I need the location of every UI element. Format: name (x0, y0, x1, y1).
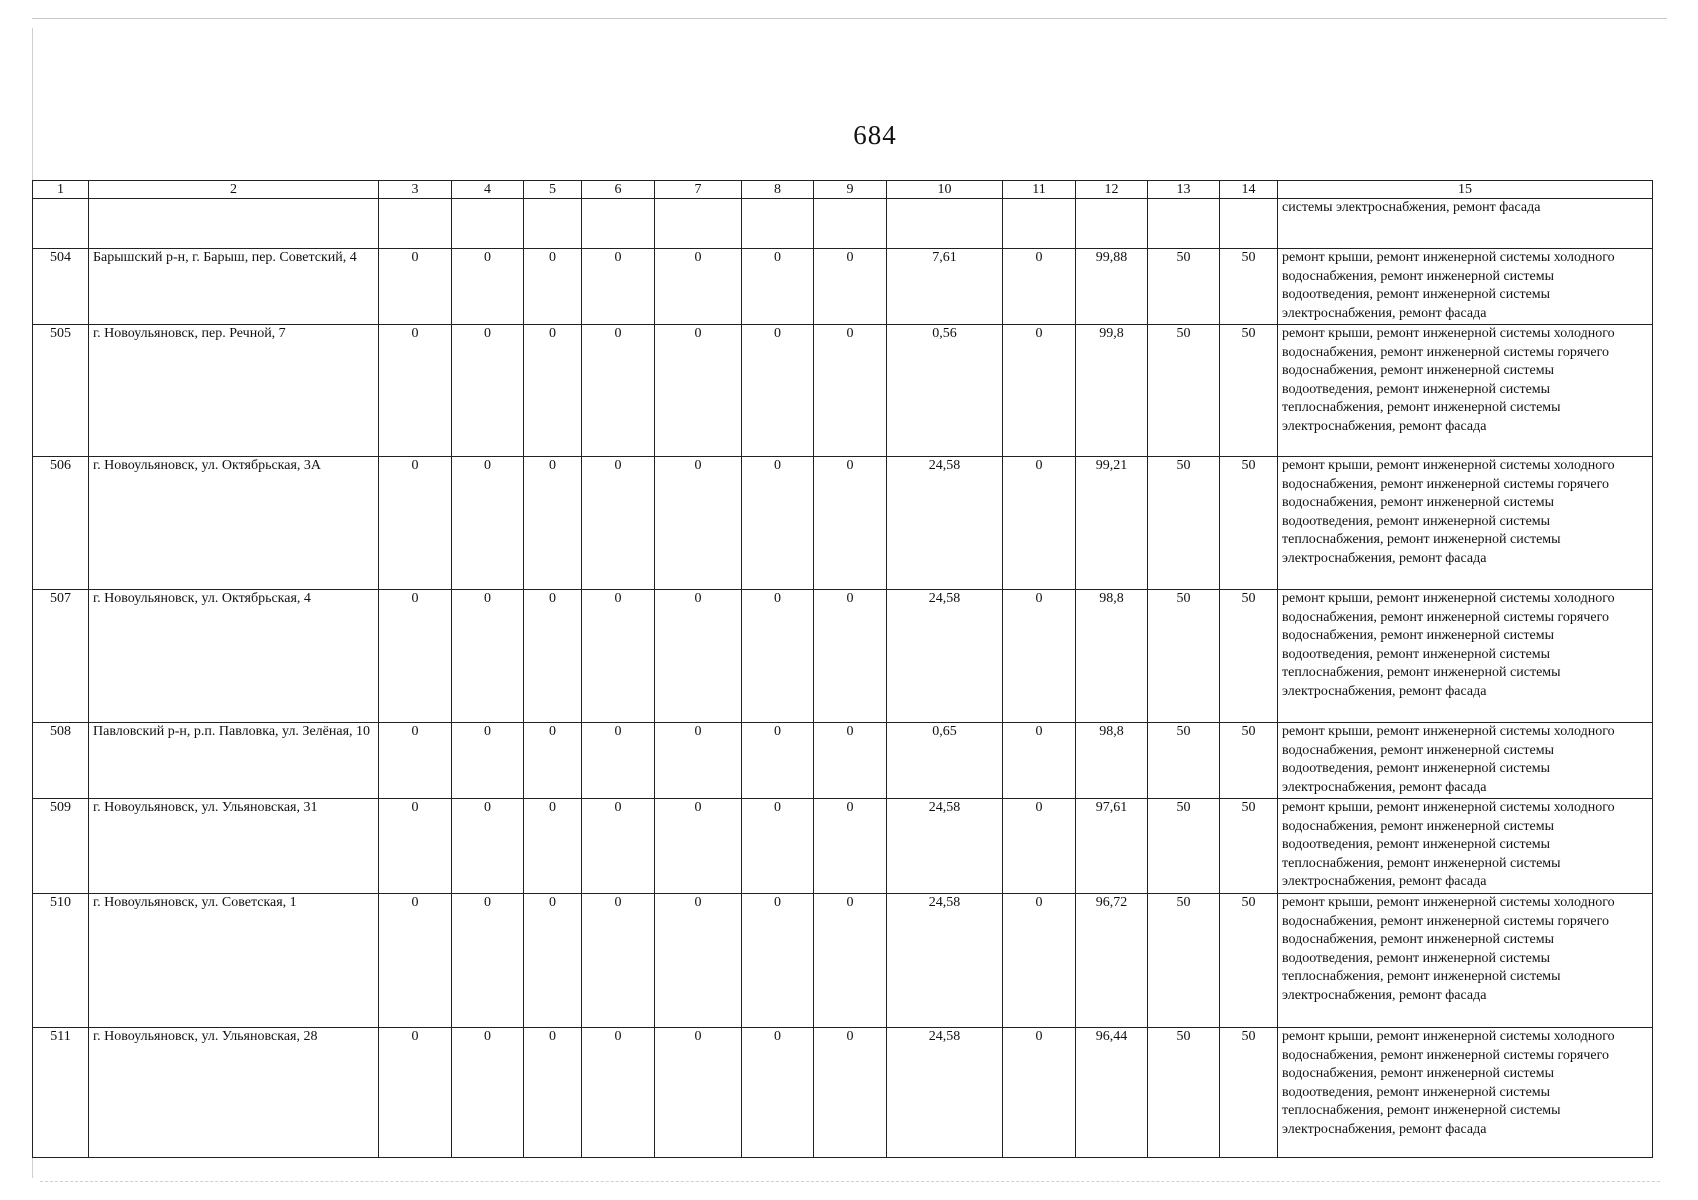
column-header: 14 (1220, 181, 1278, 199)
column-header: 1 (33, 181, 89, 199)
column-header: 10 (887, 181, 1003, 199)
table-row (33, 590, 1653, 723)
address-cell: г. Новоульяновск, ул. Ульяновская, 31 (89, 799, 379, 894)
value-cell-14: 50 (1220, 249, 1278, 325)
value-cell-10: 0,65 (887, 723, 1003, 799)
value-cell-4: 0 (452, 723, 524, 799)
column-header: 15 (1278, 181, 1653, 199)
value-cell-14: 50 (1220, 590, 1278, 723)
value-cell-14 (1220, 199, 1278, 249)
value-cell-9: 0 (814, 325, 887, 457)
value-cell-11: 0 (1003, 457, 1076, 590)
value-cell-3: 0 (379, 457, 452, 590)
value-cell-8 (742, 199, 814, 249)
value-cell-10: 24,58 (887, 590, 1003, 723)
value-cell-7: 0 (655, 590, 742, 723)
address-cell (89, 199, 379, 249)
works-cell: ремонт крыши, ремонт инженерной системы холодного водоснабжения, ремонт инженерной системы горячего водоснабжения, ремонт инженерной системы водоотведения, ремонт инженерной системы теплоснабжения, ремонт инженерной системы электроснабжения, ремонт фасада (1278, 1028, 1653, 1158)
value-cell-8: 0 (742, 799, 814, 894)
row-number: 509 (33, 799, 89, 894)
value-cell-4: 0 (452, 325, 524, 457)
value-cell-14: 50 (1220, 1028, 1278, 1158)
value-cell-13: 50 (1148, 799, 1220, 894)
scan-edge-top (32, 18, 1667, 19)
table-row (33, 325, 1653, 457)
row-number: 504 (33, 249, 89, 325)
column-header: 4 (452, 181, 524, 199)
address-cell: г. Новоульяновск, ул. Ульяновская, 28 (89, 1028, 379, 1158)
column-header: 2 (89, 181, 379, 199)
value-cell-11: 0 (1003, 1028, 1076, 1158)
column-header: 13 (1148, 181, 1220, 199)
column-header: 7 (655, 181, 742, 199)
value-cell-7 (655, 199, 742, 249)
value-cell-10: 24,58 (887, 1028, 1003, 1158)
value-cell-3: 0 (379, 799, 452, 894)
value-cell-10 (887, 199, 1003, 249)
value-cell-11: 0 (1003, 249, 1076, 325)
value-cell-12: 97,61 (1076, 799, 1148, 894)
works-cell: системы электроснабжения, ремонт фасада (1278, 199, 1653, 249)
value-cell-12: 98,8 (1076, 723, 1148, 799)
address-cell: г. Новоульяновск, ул. Октябрьская, 4 (89, 590, 379, 723)
value-cell-13: 50 (1148, 457, 1220, 590)
value-cell-13: 50 (1148, 325, 1220, 457)
column-header: 5 (524, 181, 582, 199)
value-cell-10: 24,58 (887, 457, 1003, 590)
data-table (32, 180, 1653, 1158)
value-cell-3: 0 (379, 1028, 452, 1158)
value-cell-4: 0 (452, 799, 524, 894)
value-cell-5: 0 (524, 457, 582, 590)
value-cell-8: 0 (742, 1028, 814, 1158)
value-cell-7: 0 (655, 799, 742, 894)
value-cell-13 (1148, 199, 1220, 249)
value-cell-7: 0 (655, 894, 742, 1028)
scan-edge-bottom (40, 1181, 1660, 1182)
value-cell-13: 50 (1148, 590, 1220, 723)
value-cell-12: 99,88 (1076, 249, 1148, 325)
table-row (33, 457, 1653, 590)
page-number: 684 (853, 120, 897, 150)
value-cell-8: 0 (742, 457, 814, 590)
value-cell-6: 0 (582, 249, 655, 325)
value-cell-14: 50 (1220, 325, 1278, 457)
value-cell-8: 0 (742, 723, 814, 799)
address-cell: г. Новоульяновск, ул. Октябрьская, 3А (89, 457, 379, 590)
value-cell-9: 0 (814, 723, 887, 799)
value-cell-12: 96,72 (1076, 894, 1148, 1028)
value-cell-14: 50 (1220, 457, 1278, 590)
value-cell-13: 50 (1148, 1028, 1220, 1158)
table-row (33, 249, 1653, 325)
value-cell-7: 0 (655, 723, 742, 799)
value-cell-7: 0 (655, 1028, 742, 1158)
table-row (33, 1028, 1653, 1158)
value-cell-6: 0 (582, 325, 655, 457)
value-cell-13: 50 (1148, 894, 1220, 1028)
value-cell-5: 0 (524, 249, 582, 325)
value-cell-8: 0 (742, 249, 814, 325)
row-number (33, 199, 89, 249)
row-number: 510 (33, 894, 89, 1028)
row-number: 511 (33, 1028, 89, 1158)
value-cell-3 (379, 199, 452, 249)
works-cell: ремонт крыши, ремонт инженерной системы холодного водоснабжения, ремонт инженерной системы водоотведения, ремонт инженерной системы теплоснабжения, ремонт инженерной системы электроснабжения, ремонт фасада (1278, 799, 1653, 894)
value-cell-6: 0 (582, 1028, 655, 1158)
value-cell-5: 0 (524, 1028, 582, 1158)
value-cell-13: 50 (1148, 723, 1220, 799)
value-cell-3: 0 (379, 590, 452, 723)
value-cell-9: 0 (814, 590, 887, 723)
value-cell-10: 0,56 (887, 325, 1003, 457)
value-cell-10: 24,58 (887, 894, 1003, 1028)
row-number: 506 (33, 457, 89, 590)
works-cell: ремонт крыши, ремонт инженерной системы холодного водоснабжения, ремонт инженерной системы горячего водоснабжения, ремонт инженерной системы водоотведения, ремонт инженерной системы теплоснабжения, ремонт инженерной системы электроснабжения, ремонт фасада (1278, 325, 1653, 457)
value-cell-11: 0 (1003, 799, 1076, 894)
table-row (33, 199, 1653, 249)
works-cell: ремонт крыши, ремонт инженерной системы холодного водоснабжения, ремонт инженерной системы горячего водоснабжения, ремонт инженерной системы водоотведения, ремонт инженерной системы теплоснабжения, ремонт инженерной системы электроснабжения, ремонт фасада (1278, 457, 1653, 590)
value-cell-4: 0 (452, 894, 524, 1028)
works-cell: ремонт крыши, ремонт инженерной системы холодного водоснабжения, ремонт инженерной системы горячего водоснабжения, ремонт инженерной системы водоотведения, ремонт инженерной системы теплоснабжения, ремонт инженерной системы электроснабжения, ремонт фасада (1278, 894, 1653, 1028)
value-cell-13: 50 (1148, 249, 1220, 325)
value-cell-11: 0 (1003, 723, 1076, 799)
value-cell-11: 0 (1003, 325, 1076, 457)
row-number: 505 (33, 325, 89, 457)
works-cell: ремонт крыши, ремонт инженерной системы холодного водоснабжения, ремонт инженерной системы водоотведения, ремонт инженерной системы электроснабжения, ремонт фасада (1278, 249, 1653, 325)
value-cell-14: 50 (1220, 799, 1278, 894)
value-cell-12: 99,8 (1076, 325, 1148, 457)
value-cell-12: 99,21 (1076, 457, 1148, 590)
value-cell-5: 0 (524, 723, 582, 799)
value-cell-14: 50 (1220, 894, 1278, 1028)
value-cell-6: 0 (582, 799, 655, 894)
value-cell-10: 7,61 (887, 249, 1003, 325)
value-cell-9 (814, 199, 887, 249)
value-cell-6: 0 (582, 457, 655, 590)
value-cell-3: 0 (379, 723, 452, 799)
works-cell: ремонт крыши, ремонт инженерной системы холодного водоснабжения, ремонт инженерной системы водоотведения, ремонт инженерной системы электроснабжения, ремонт фасада (1278, 723, 1653, 799)
header-row (33, 181, 1653, 199)
value-cell-8: 0 (742, 894, 814, 1028)
value-cell-8: 0 (742, 590, 814, 723)
value-cell-4: 0 (452, 1028, 524, 1158)
value-cell-12: 96,44 (1076, 1028, 1148, 1158)
table-body (33, 181, 1653, 1158)
column-header: 11 (1003, 181, 1076, 199)
value-cell-6 (582, 199, 655, 249)
value-cell-7: 0 (655, 457, 742, 590)
value-cell-11: 0 (1003, 590, 1076, 723)
value-cell-4: 0 (452, 590, 524, 723)
value-cell-11: 0 (1003, 894, 1076, 1028)
value-cell-14: 50 (1220, 723, 1278, 799)
works-cell: ремонт крыши, ремонт инженерной системы холодного водоснабжения, ремонт инженерной системы горячего водоснабжения, ремонт инженерной системы водоотведения, ремонт инженерной системы теплоснабжения, ремонт инженерной системы электроснабжения, ремонт фасада (1278, 590, 1653, 723)
value-cell-6: 0 (582, 723, 655, 799)
value-cell-11 (1003, 199, 1076, 249)
value-cell-5: 0 (524, 590, 582, 723)
address-cell: г. Новоульяновск, ул. Советская, 1 (89, 894, 379, 1028)
column-header: 6 (582, 181, 655, 199)
value-cell-3: 0 (379, 249, 452, 325)
value-cell-4 (452, 199, 524, 249)
value-cell-5: 0 (524, 325, 582, 457)
value-cell-3: 0 (379, 894, 452, 1028)
table-row (33, 894, 1653, 1028)
value-cell-7: 0 (655, 325, 742, 457)
value-cell-3: 0 (379, 325, 452, 457)
value-cell-9: 0 (814, 249, 887, 325)
value-cell-5 (524, 199, 582, 249)
value-cell-9: 0 (814, 894, 887, 1028)
value-cell-12 (1076, 199, 1148, 249)
column-header: 9 (814, 181, 887, 199)
row-number: 508 (33, 723, 89, 799)
value-cell-6: 0 (582, 590, 655, 723)
address-cell: Павловский р-н, р.п. Павловка, ул. Зелёная, 10 (89, 723, 379, 799)
value-cell-12: 98,8 (1076, 590, 1148, 723)
table-row (33, 723, 1653, 799)
column-header: 3 (379, 181, 452, 199)
value-cell-9: 0 (814, 799, 887, 894)
address-cell: Барышский р-н, г. Барыш, пер. Советский, 4 (89, 249, 379, 325)
value-cell-4: 0 (452, 457, 524, 590)
row-number: 507 (33, 590, 89, 723)
address-cell: г. Новоульяновск, пер. Речной, 7 (89, 325, 379, 457)
value-cell-7: 0 (655, 249, 742, 325)
value-cell-4: 0 (452, 249, 524, 325)
value-cell-6: 0 (582, 894, 655, 1028)
column-header: 8 (742, 181, 814, 199)
column-header: 12 (1076, 181, 1148, 199)
value-cell-10: 24,58 (887, 799, 1003, 894)
value-cell-9: 0 (814, 457, 887, 590)
value-cell-8: 0 (742, 325, 814, 457)
value-cell-5: 0 (524, 894, 582, 1028)
value-cell-5: 0 (524, 799, 582, 894)
table-row (33, 799, 1653, 894)
value-cell-9: 0 (814, 1028, 887, 1158)
